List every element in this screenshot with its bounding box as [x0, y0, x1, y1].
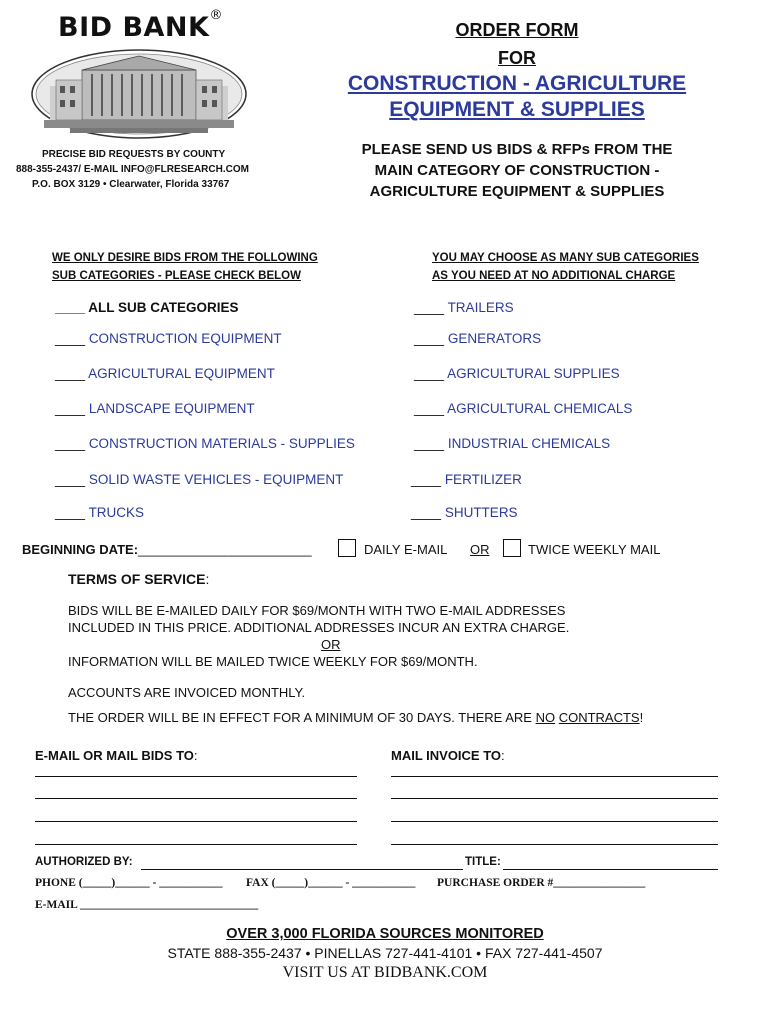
- sub-category-generators[interactable]: [414, 331, 541, 346]
- checkline: ____: [55, 401, 86, 416]
- invoice-line-1[interactable]: [391, 776, 718, 777]
- fax-field[interactable]: FAX (_____)______ - ___________: [246, 877, 416, 889]
- terms-or: OR: [321, 637, 341, 652]
- sub-category-agricultural-supplies[interactable]: [414, 366, 620, 381]
- terms-line-2: INCLUDED IN THIS PRICE. ADDITIONAL ADDRESSES INCUR AN EXTRA CHARGE.: [68, 620, 570, 635]
- sub-category-agricultural-chemicals[interactable]: [414, 401, 632, 416]
- checkline: ____: [414, 300, 445, 315]
- info-line-1: PRECISE BID REQUESTS BY COUNTY: [42, 149, 226, 160]
- checkline: ____: [414, 366, 445, 381]
- daily-email-label: DAILY E-MAIL: [364, 542, 448, 557]
- email-bids-line-4[interactable]: [35, 844, 357, 845]
- sub-category-label: CONSTRUCTION EQUIPMENT: [88, 331, 282, 346]
- checkline: ____: [411, 505, 442, 520]
- terms-title: [68, 571, 209, 587]
- info-line-2: 888-355-2437/ E-MAIL INFO@FLRESEARCH.COM: [16, 164, 249, 175]
- main-category-line-1: PLEASE SEND US BIDS & RFPs FROM THE: [361, 141, 673, 158]
- checkline: ____: [414, 331, 445, 346]
- sub-category-label: LANDSCAPE EQUIPMENT: [88, 401, 255, 416]
- invoice-line-3[interactable]: [391, 821, 718, 822]
- terms-line-5-text: THE ORDER WILL BE IN EFFECT FOR A MINIMUM OF 30 DAYS. THERE ARE: [68, 710, 536, 725]
- beginning-date-row: [22, 541, 312, 558]
- main-category-line-3: AGRICULTURE EQUIPMENT & SUPPLIES: [369, 183, 665, 200]
- terms-line-1: BIDS WILL BE E-MAILED DAILY FOR $69/MONTH WITH TWO E-MAIL ADDRESSES: [68, 603, 566, 618]
- sub-category-label: AGRICULTURAL SUPPLIES: [447, 366, 620, 381]
- mail-invoice-to-text: MAIL INVOICE TO: [391, 748, 502, 763]
- company-info: [42, 147, 225, 162]
- sub-category-label: CONSTRUCTION MATERIALS - SUPPLIES: [88, 436, 355, 451]
- authorized-by-label: AUTHORIZED BY:: [35, 856, 133, 868]
- company-contact: [16, 162, 249, 177]
- sub-category-construction-equipment[interactable]: [55, 331, 282, 346]
- checkline: ____: [55, 300, 86, 315]
- sub-category-fertilizer[interactable]: [411, 472, 522, 487]
- sub-category-shutters[interactable]: [411, 505, 518, 520]
- email-bids-to-colon: :: [193, 748, 198, 763]
- sub-category-trucks[interactable]: [55, 505, 144, 520]
- category-title-1: CONSTRUCTION - AGRICULTURE: [347, 72, 687, 95]
- category-title-2: EQUIPMENT & SUPPLIES: [389, 98, 645, 121]
- for-label: FOR: [498, 48, 536, 68]
- main-category-line-2: MAIN CATEGORY OF CONSTRUCTION -: [374, 162, 660, 179]
- logo: [58, 8, 223, 43]
- sub-category-all[interactable]: [55, 300, 239, 315]
- terms-line-4: ACCOUNTS ARE INVOICED MONTHLY.: [68, 685, 306, 700]
- email-bids-line-1[interactable]: [35, 776, 357, 777]
- sub-category-label: TRAILERS: [447, 300, 514, 315]
- beginning-date-field[interactable]: ________________________: [138, 542, 312, 557]
- sub-category-label: SOLID WASTE VEHICLES - EQUIPMENT: [88, 472, 344, 487]
- invoice-line-2[interactable]: [391, 798, 718, 799]
- terms-paragraph-1: [68, 602, 569, 636]
- terms-contracts: CONTRACTS: [558, 710, 640, 725]
- info-line-3: P.O. BOX 3129 • Clearwater, Florida 33767: [32, 179, 230, 190]
- email-row: [35, 899, 258, 911]
- phone-field[interactable]: PHONE (_____)______ - ___________: [35, 877, 223, 889]
- checkline: ____: [414, 401, 445, 416]
- footer-website[interactable]: VISIT US AT BIDBANK.COM: [282, 964, 488, 981]
- title-label: TITLE:: [465, 856, 501, 868]
- right-column-heading: [432, 249, 699, 285]
- terms-line-3: INFORMATION WILL BE MAILED TWICE WEEKLY FOR $69/MONTH.: [68, 654, 478, 669]
- sub-category-label: GENERATORS: [447, 331, 542, 346]
- sub-category-label: SHUTTERS: [444, 505, 518, 520]
- left-heading-line-2: SUB CATEGORIES - PLEASE CHECK BELOW: [52, 270, 301, 282]
- checkline: ____: [55, 436, 86, 451]
- beginning-date-label: BEGINNING DATE:: [22, 542, 139, 557]
- email-bids-to-text: E-MAIL OR MAIL BIDS TO: [35, 748, 194, 763]
- twice-weekly-label: TWICE WEEKLY MAIL: [528, 542, 661, 557]
- sub-category-label: TRUCKS: [88, 505, 145, 520]
- left-column-heading: [52, 249, 318, 285]
- email-bids-to-label: [35, 747, 198, 764]
- terms-colon: :: [205, 571, 210, 587]
- terms-title-text: TERMS OF SERVICE: [68, 571, 206, 587]
- sub-category-landscape-equipment[interactable]: [55, 401, 255, 416]
- order-form-title: ORDER FORM: [455, 20, 579, 40]
- mail-invoice-to-label: [391, 747, 505, 764]
- right-heading-line-2: AS YOU NEED AT NO ADDITIONAL CHARGE: [432, 270, 676, 282]
- registered-mark: ®: [209, 8, 223, 23]
- terms-exclaim: !: [639, 710, 644, 725]
- invoice-line-4[interactable]: [391, 844, 718, 845]
- daily-email-checkbox[interactable]: [338, 539, 356, 557]
- sub-category-label: ALL SUB CATEGORIES: [88, 300, 239, 315]
- mail-invoice-to-colon: :: [501, 748, 505, 763]
- sub-category-construction-materials[interactable]: [55, 436, 355, 451]
- checkline: ____: [55, 331, 86, 346]
- checkline: ____: [55, 505, 86, 520]
- title-field[interactable]: [503, 869, 718, 870]
- logo-name: BID BANK: [58, 12, 210, 43]
- left-heading-line-1: WE ONLY DESIRE BIDS FROM THE FOLLOWING: [52, 252, 318, 264]
- sub-category-label: AGRICULTURAL CHEMICALS: [447, 401, 633, 416]
- building-illustration: [30, 48, 248, 140]
- terms-line-5: [68, 709, 643, 726]
- sub-category-agricultural-equipment[interactable]: [55, 366, 275, 381]
- twice-weekly-checkbox[interactable]: [503, 539, 521, 557]
- sub-category-trailers[interactable]: [414, 300, 514, 315]
- sub-category-solid-waste[interactable]: [55, 472, 343, 487]
- purchase-order-field[interactable]: PURCHASE ORDER #________________: [437, 877, 646, 889]
- footer-sources: OVER 3,000 FLORIDA SOURCES MONITORED: [226, 926, 544, 942]
- sub-category-industrial-chemicals[interactable]: [414, 436, 610, 451]
- sub-category-label: INDUSTRIAL CHEMICALS: [447, 436, 611, 451]
- checkline: ____: [55, 366, 86, 381]
- email-field[interactable]: _______________________________: [80, 899, 259, 911]
- email-bids-line-3[interactable]: [35, 821, 357, 822]
- email-label: E-MAIL: [35, 899, 78, 911]
- terms-no: NO: [535, 710, 556, 725]
- right-heading-line-1: YOU MAY CHOOSE AS MANY SUB CATEGORIES: [432, 252, 699, 264]
- checkline: ____: [55, 472, 86, 487]
- checkline: ____: [414, 436, 445, 451]
- footer-contacts: STATE 888-355-2437 • PINELLAS 727-441-4101 • FAX 727-441-4507: [167, 945, 603, 961]
- or-label: OR: [470, 542, 490, 557]
- company-address: [32, 177, 229, 192]
- checkline: ____: [411, 472, 442, 487]
- sub-category-label: AGRICULTURAL EQUIPMENT: [88, 366, 275, 381]
- authorized-by-field[interactable]: [141, 869, 463, 870]
- email-bids-line-2[interactable]: [35, 798, 357, 799]
- main-category-note: [320, 139, 714, 202]
- sub-category-label: FERTILIZER: [444, 472, 522, 487]
